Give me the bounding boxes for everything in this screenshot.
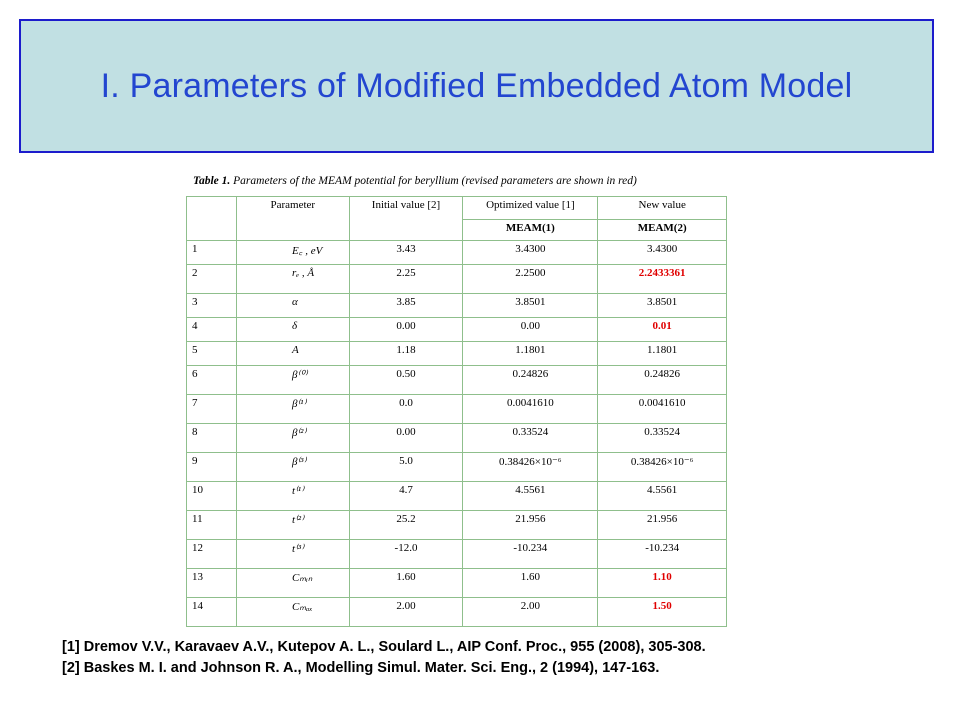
initial-value-cell: 2.00: [349, 598, 463, 627]
parameter-cell: t⁽²⁾: [236, 511, 349, 540]
optimized-value-cell: 3.8501: [463, 294, 598, 318]
optimized-value-cell: 4.5561: [463, 482, 598, 511]
parameter-cell: E꜀ , eV: [236, 241, 349, 265]
table-row: [187, 342, 727, 366]
optimized-value-cell: 0.0041610: [463, 395, 598, 424]
references: [62, 637, 706, 679]
parameter-cell: δ: [236, 318, 349, 342]
table-row: [187, 424, 727, 453]
parameter-cell: Cₘᵢₙ: [236, 569, 349, 598]
new-value-cell: 3.4300: [598, 241, 727, 265]
row-index-cell: 5: [187, 342, 237, 366]
row-index-cell: 11: [187, 511, 237, 540]
reference-2: [2] Baskes M. I. and Johnson R. A., Modelling Simul. Mater. Sci. Eng., 2 (1994), 147-163.: [62, 660, 660, 676]
subheader-parameter-cell: [236, 220, 349, 241]
initial-value-cell: 0.50: [349, 366, 463, 395]
optimized-value-cell: 21.956: [463, 511, 598, 540]
parameter-cell: Cₘₐₓ: [236, 598, 349, 627]
optimized-value-cell: 0.00: [463, 318, 598, 342]
table-row: [187, 598, 727, 627]
table-caption: [193, 175, 637, 187]
slide-title: I. Parameters of Modified Embedded Atom Model: [100, 66, 853, 105]
optimized-value-cell: 0.38426×10⁻⁶: [463, 453, 598, 482]
subheader-new: MEAM(2): [598, 220, 727, 241]
row-index-cell: 8: [187, 424, 237, 453]
optimized-value-cell: 3.4300: [463, 241, 598, 265]
optimized-value-cell: 0.24826: [463, 366, 598, 395]
subheader-index-cell: [187, 220, 237, 241]
optimized-value-cell: 2.00: [463, 598, 598, 627]
row-index-cell: 6: [187, 366, 237, 395]
reference-1: [1] Dremov V.V., Karavaev A.V., Kutepov A. L., Soulard L., AIP Conf. Proc., 955 (2008), 305-308.: [62, 639, 706, 655]
new-value-cell: -10.234: [598, 540, 727, 569]
initial-value-cell: 0.00: [349, 318, 463, 342]
initial-value-cell: 4.7: [349, 482, 463, 511]
new-value-cell: 1.50: [598, 598, 727, 627]
initial-value-cell: 2.25: [349, 265, 463, 294]
new-value-cell: 0.38426×10⁻⁶: [598, 453, 727, 482]
initial-value-cell: 1.18: [349, 342, 463, 366]
row-index-cell: 2: [187, 265, 237, 294]
optimized-value-cell: 1.60: [463, 569, 598, 598]
table-row: [187, 453, 727, 482]
optimized-value-cell: 0.33524: [463, 424, 598, 453]
table-row: [187, 511, 727, 540]
table-row: [187, 241, 727, 265]
row-index-cell: 1: [187, 241, 237, 265]
table-subheader-row: [187, 220, 727, 241]
table-row: [187, 482, 727, 511]
parameter-cell: β⁽³⁾: [236, 453, 349, 482]
new-value-cell: 2.2433361: [598, 265, 727, 294]
table-row: [187, 265, 727, 294]
subheader-optimized: MEAM(1): [463, 220, 598, 241]
new-value-cell: 1.10: [598, 569, 727, 598]
parameter-cell: β⁽²⁾: [236, 424, 349, 453]
table-header-row: [187, 197, 727, 220]
table-row: [187, 318, 727, 342]
row-index-cell: 7: [187, 395, 237, 424]
optimized-value-cell: -10.234: [463, 540, 598, 569]
row-index-cell: 14: [187, 598, 237, 627]
parameter-cell: β⁽¹⁾: [236, 395, 349, 424]
optimized-value-cell: 1.1801: [463, 342, 598, 366]
header-index-cell: [187, 197, 237, 220]
parameter-cell: t⁽³⁾: [236, 540, 349, 569]
parameter-cell: rₑ , Å: [236, 265, 349, 294]
new-value-cell: 0.0041610: [598, 395, 727, 424]
table-row: [187, 366, 727, 395]
row-index-cell: 10: [187, 482, 237, 511]
table-caption-text: Parameters of the MEAM potential for beryllium (revised parameters are shown in red): [230, 175, 637, 187]
parameter-cell: A: [236, 342, 349, 366]
new-value-cell: 0.24826: [598, 366, 727, 395]
title-banner: [19, 19, 934, 153]
header-parameter: Parameter: [236, 197, 349, 220]
initial-value-cell: 0.0: [349, 395, 463, 424]
row-index-cell: 9: [187, 453, 237, 482]
initial-value-cell: -12.0: [349, 540, 463, 569]
parameter-cell: α: [236, 294, 349, 318]
row-index-cell: 4: [187, 318, 237, 342]
initial-value-cell: 1.60: [349, 569, 463, 598]
parameter-cell: t⁽¹⁾: [236, 482, 349, 511]
parameter-cell: β⁽⁰⁾: [236, 366, 349, 395]
new-value-cell: 0.33524: [598, 424, 727, 453]
initial-value-cell: 3.43: [349, 241, 463, 265]
table-caption-prefix: Table 1.: [193, 175, 231, 187]
row-index-cell: 13: [187, 569, 237, 598]
initial-value-cell: 5.0: [349, 453, 463, 482]
initial-value-cell: 25.2: [349, 511, 463, 540]
table-row: [187, 294, 727, 318]
initial-value-cell: 0.00: [349, 424, 463, 453]
row-index-cell: 3: [187, 294, 237, 318]
row-index-cell: 12: [187, 540, 237, 569]
header-initial: Initial value [2]: [349, 197, 463, 220]
subheader-initial-cell: [349, 220, 463, 241]
header-new: New value: [598, 197, 727, 220]
table-row: [187, 569, 727, 598]
table-row: [187, 395, 727, 424]
table-row: [187, 540, 727, 569]
new-value-cell: 4.5561: [598, 482, 727, 511]
meam-parameters-table: [186, 196, 727, 627]
new-value-cell: 3.8501: [598, 294, 727, 318]
optimized-value-cell: 2.2500: [463, 265, 598, 294]
initial-value-cell: 3.85: [349, 294, 463, 318]
new-value-cell: 0.01: [598, 318, 727, 342]
new-value-cell: 1.1801: [598, 342, 727, 366]
new-value-cell: 21.956: [598, 511, 727, 540]
header-optimized: Optimized value [1]: [463, 197, 598, 220]
